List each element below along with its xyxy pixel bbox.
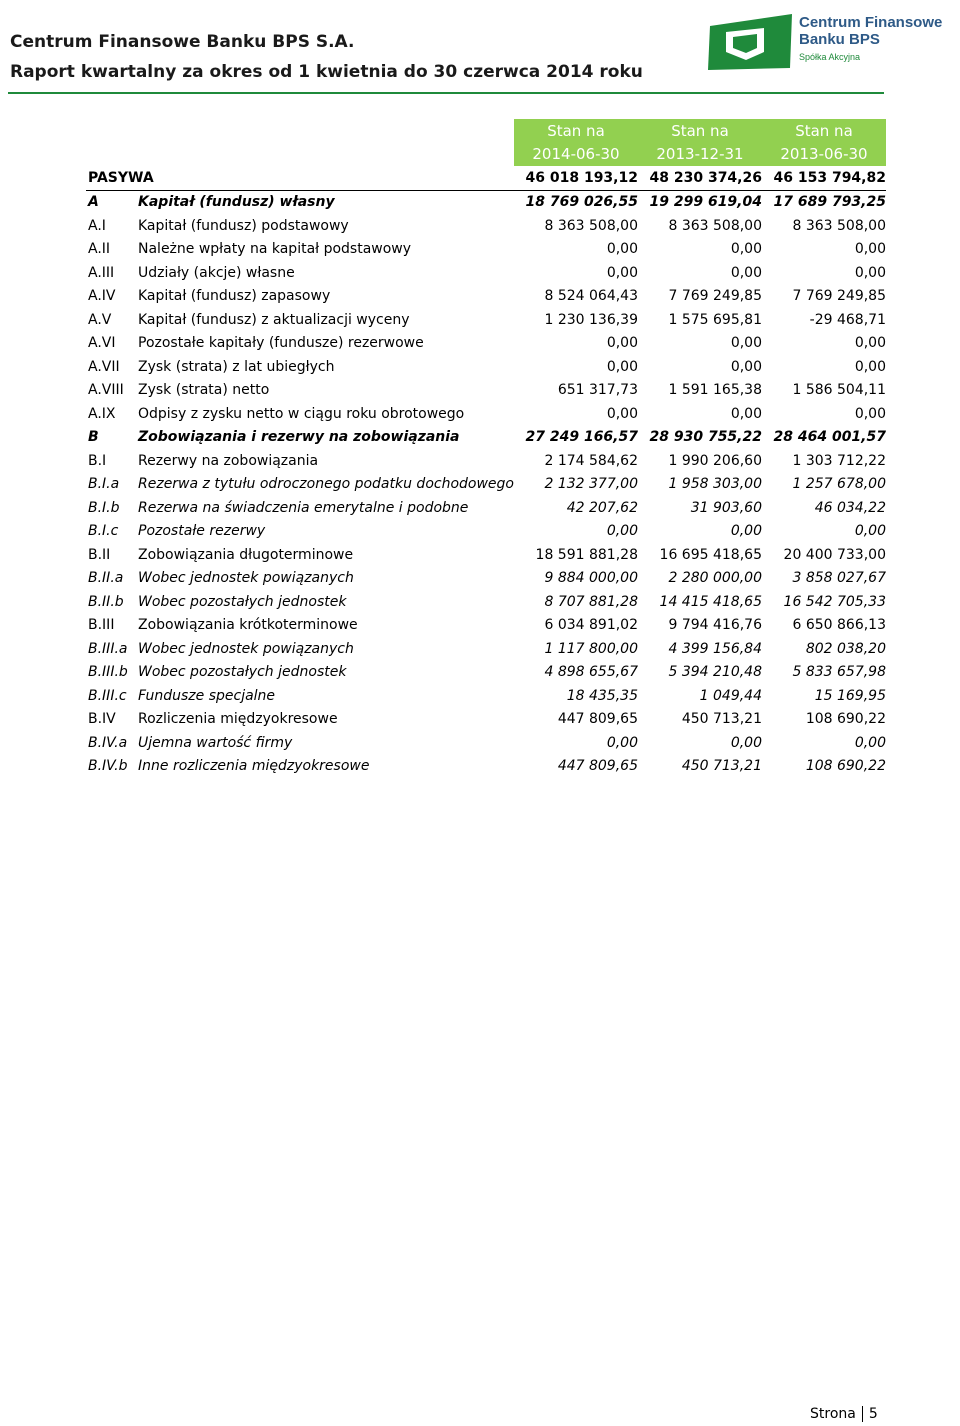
row-value-2: 450 713,21: [681, 758, 762, 775]
page-footer: [810, 1406, 878, 1422]
row-value-1: 0,00: [606, 523, 638, 540]
table-row: [86, 166, 886, 190]
row-code: B: [88, 429, 99, 446]
column-header-2: Stan na: [638, 119, 762, 143]
row-code: A.VIII: [88, 382, 124, 399]
row-value-3: 20 400 733,00: [783, 546, 886, 563]
row-label: Wobec jednostek powiązanych: [138, 640, 354, 657]
row-code: B.IV.b: [88, 758, 128, 775]
row-value-3: 0,00: [854, 523, 886, 540]
column-header-row-1: [86, 119, 886, 143]
row-code: A.I: [88, 217, 106, 234]
row-value-2: 1 990 206,60: [668, 452, 762, 469]
row-value-3: 802 038,20: [805, 640, 886, 657]
row-value-3: 15 169,95: [814, 687, 886, 704]
row-code: PASYWA: [86, 166, 514, 190]
row-label: Rezerwa na świadczenia emerytalne i podobne: [138, 499, 469, 516]
table-row: [86, 755, 886, 779]
table-row: [86, 261, 886, 285]
row-value-2: 9 794 416,76: [668, 617, 762, 634]
row-value-2: 0,00: [730, 335, 762, 352]
row-code: B.IV: [88, 711, 116, 728]
row-value-2: 8 363 508,00: [668, 217, 762, 234]
row-value-1: 0,00: [606, 241, 638, 258]
row-value-2: 0,00: [730, 241, 762, 258]
table-row: [86, 614, 886, 638]
row-label: Zobowiązania długoterminowe: [138, 546, 354, 563]
row-code: A.III: [88, 264, 115, 281]
footer-label: Strona: [810, 1406, 856, 1422]
row-value-3: 3 858 027,67: [792, 570, 886, 587]
page-header: [0, 0, 960, 96]
row-value-1: 8 524 064,43: [544, 288, 638, 305]
row-value-2: 28 930 755,22: [649, 429, 762, 446]
row-value-2: 5 394 210,48: [668, 664, 762, 681]
row-value-3: 0,00: [854, 264, 886, 281]
row-value-1: 0,00: [606, 335, 638, 352]
table-row: [86, 332, 886, 356]
table-row: [86, 684, 886, 708]
row-value-3: 1 303 712,22: [792, 452, 886, 469]
balance-sheet-body: [86, 119, 886, 778]
row-code: A.V: [88, 311, 112, 328]
row-value-1: 27 249 166,57: [525, 429, 638, 446]
row-label: Kapitał (fundusz) z aktualizacji wyceny: [138, 311, 410, 328]
page-title: Centrum Finansowe Banku BPS S.A.: [10, 32, 355, 52]
table-row: [86, 402, 886, 426]
row-value-1: 4 898 655,67: [544, 664, 638, 681]
row-value-3: 46 153 794,82: [762, 166, 886, 190]
row-label: Pozostałe kapitały (fundusze) rezerwowe: [138, 335, 424, 352]
row-value-3: 6 650 866,13: [792, 617, 886, 634]
table-row: [86, 496, 886, 520]
row-code: A.VI: [88, 335, 116, 352]
row-code: B.II.b: [88, 593, 124, 610]
row-label: Ujemna wartość firmy: [138, 734, 293, 751]
logo-mark-icon: [706, 12, 796, 72]
row-code: A.IV: [88, 288, 116, 305]
row-value-2: 1 575 695,81: [668, 311, 762, 328]
table-row: [86, 637, 886, 661]
row-value-1: 6 034 891,02: [544, 617, 638, 634]
table-row: [86, 190, 886, 214]
row-label: Wobec pozostałych jednostek: [138, 593, 347, 610]
column-date-2: 2013-12-31: [638, 143, 762, 167]
row-label: Udziały (akcje) własne: [138, 264, 295, 281]
row-code: B.II.a: [88, 570, 124, 587]
row-label: Pozostałe rezerwy: [138, 523, 266, 540]
row-value-1: 447 809,65: [557, 711, 638, 728]
row-value-3: 1 586 504,11: [792, 382, 886, 399]
row-code: B.III: [88, 617, 115, 634]
row-code: A: [88, 194, 99, 211]
column-date-1: 2014-06-30: [514, 143, 638, 167]
row-code: B.III.a: [88, 640, 128, 657]
page-number: 5: [868, 1406, 878, 1422]
row-value-1: 0,00: [606, 405, 638, 422]
row-value-3: 46 034,22: [814, 499, 886, 516]
row-value-2: 31 903,60: [690, 499, 762, 516]
header-divider: [8, 92, 884, 94]
row-value-1: 447 809,65: [557, 758, 638, 775]
row-value-1: 18 435,35: [566, 687, 638, 704]
row-value-2: 4 399 156,84: [668, 640, 762, 657]
row-code: B.I: [88, 452, 107, 469]
column-header-1: Stan na: [514, 119, 638, 143]
row-value-3: 108 690,22: [805, 711, 886, 728]
row-value-1: 0,00: [606, 734, 638, 751]
row-value-3: 0,00: [854, 405, 886, 422]
row-label: Kapitał (fundusz) własny: [138, 194, 335, 211]
row-value-2: 0,00: [730, 264, 762, 281]
row-value-2: 1 049,44: [699, 687, 762, 704]
row-value-1: 651 317,73: [557, 382, 638, 399]
logo-name-line1: Centrum Finansowe: [799, 14, 943, 31]
row-value-2: 0,00: [730, 734, 762, 751]
row-value-2: 0,00: [730, 405, 762, 422]
row-label: Rezerwy na zobowiązania: [138, 452, 319, 469]
row-label: Zysk (strata) netto: [138, 382, 270, 399]
table-row: [86, 520, 886, 544]
table-row: [86, 426, 886, 450]
table-row: [86, 308, 886, 332]
row-label: Należne wpłaty na kapitał podstawowy: [138, 241, 412, 258]
row-value-3: 8 363 508,00: [792, 217, 886, 234]
column-header-3: Stan na: [762, 119, 886, 143]
row-label: Kapitał (fundusz) zapasowy: [138, 288, 331, 305]
row-value-3: 1 257 678,00: [792, 476, 886, 493]
row-value-3: 5 833 657,98: [792, 664, 886, 681]
row-code: B.III.c: [88, 687, 127, 704]
row-value-1: 9 884 000,00: [544, 570, 638, 587]
table-row: [86, 731, 886, 755]
row-value-2: 1 958 303,00: [668, 476, 762, 493]
table-row: [86, 379, 886, 403]
row-value-3: 0,00: [854, 734, 886, 751]
page-subtitle: Raport kwartalny za okres od 1 kwietnia do 30 czerwca 2014 roku: [10, 62, 643, 82]
row-code: B.I.c: [88, 523, 119, 540]
row-code: B.I.b: [88, 499, 120, 516]
row-value-2: 16 695 418,65: [659, 546, 762, 563]
row-code: B.I.a: [88, 476, 120, 493]
row-label: Odpisy z zysku netto w ciągu roku obrotowego: [138, 405, 465, 422]
row-label: Zysk (strata) z lat ubiegłych: [138, 358, 335, 375]
row-code: B.IV.a: [88, 734, 128, 751]
row-value-3: 7 769 249,85: [792, 288, 886, 305]
row-label: Kapitał (fundusz) podstawowy: [138, 217, 349, 234]
logo-wordmark: [799, 14, 942, 48]
row-value-2: 2 280 000,00: [668, 570, 762, 587]
row-label: Wobec jednostek powiązanych: [138, 570, 354, 587]
row-label: Rozliczenia międzyokresowe: [138, 711, 338, 728]
table-row: [86, 543, 886, 567]
row-value-2: 7 769 249,85: [668, 288, 762, 305]
table-row: [86, 449, 886, 473]
row-label: Rezerwa z tytułu odroczonego podatku dochodowego: [138, 476, 514, 493]
table-row: [86, 661, 886, 685]
row-label: Fundusze specjalne: [138, 687, 276, 704]
table-row: [86, 708, 886, 732]
row-code: B.III.b: [88, 664, 128, 681]
row-label: Zobowiązania i rezerwy na zobowiązania: [138, 429, 460, 446]
row-value-1: 0,00: [606, 358, 638, 375]
column-date-3: 2013-06-30: [762, 143, 886, 167]
row-value-2: 450 713,21: [681, 711, 762, 728]
row-value-3: -29 468,71: [809, 311, 886, 328]
footer-separator: [862, 1406, 863, 1422]
row-value-1: 42 207,62: [566, 499, 638, 516]
row-value-1: 0,00: [606, 264, 638, 281]
balance-sheet-table: [86, 119, 886, 778]
row-value-1: 8 707 881,28: [544, 593, 638, 610]
row-code: A.II: [88, 241, 111, 258]
company-logo: [706, 12, 956, 72]
row-value-2: 48 230 374,26: [638, 166, 762, 190]
row-value-1: 18 591 881,28: [535, 546, 638, 563]
row-value-1: 1 117 800,00: [544, 640, 638, 657]
row-value-1: 2 132 377,00: [544, 476, 638, 493]
table-row: [86, 355, 886, 379]
row-value-1: 2 174 584,62: [544, 452, 638, 469]
row-value-2: 0,00: [730, 523, 762, 540]
table-row: [86, 285, 886, 309]
row-code: A.VII: [88, 358, 120, 375]
row-code: B.II: [88, 546, 111, 563]
row-value-3: 0,00: [854, 358, 886, 375]
row-value-3: 0,00: [854, 241, 886, 258]
logo-name-line2: Banku BPS: [799, 31, 880, 48]
table-row: [86, 567, 886, 591]
row-label: Inne rozliczenia międzyokresowe: [138, 758, 370, 775]
row-value-1: 18 769 026,55: [525, 194, 638, 211]
row-value-1: 8 363 508,00: [544, 217, 638, 234]
row-value-3: 17 689 793,25: [773, 194, 886, 211]
row-value-2: 1 591 165,38: [668, 382, 762, 399]
row-value-1: 46 018 193,12: [514, 166, 638, 190]
row-value-3: 16 542 705,33: [783, 593, 886, 610]
row-value-2: 19 299 619,04: [649, 194, 762, 211]
row-label: Wobec pozostałych jednostek: [138, 664, 347, 681]
row-value-3: 108 690,22: [805, 758, 886, 775]
column-header-row-2: [86, 143, 886, 167]
logo-subtext: Spółka Akcyjna: [799, 52, 861, 62]
row-value-1: 1 230 136,39: [544, 311, 638, 328]
row-value-2: 14 415 418,65: [659, 593, 762, 610]
table-row: [86, 214, 886, 238]
table-row: [86, 590, 886, 614]
row-value-3: 0,00: [854, 335, 886, 352]
table-row: [86, 473, 886, 497]
row-code: A.IX: [88, 405, 116, 422]
row-value-2: 0,00: [730, 358, 762, 375]
row-label: Zobowiązania krótkoterminowe: [138, 617, 358, 634]
row-value-3: 28 464 001,57: [773, 429, 886, 446]
table-row: [86, 238, 886, 262]
